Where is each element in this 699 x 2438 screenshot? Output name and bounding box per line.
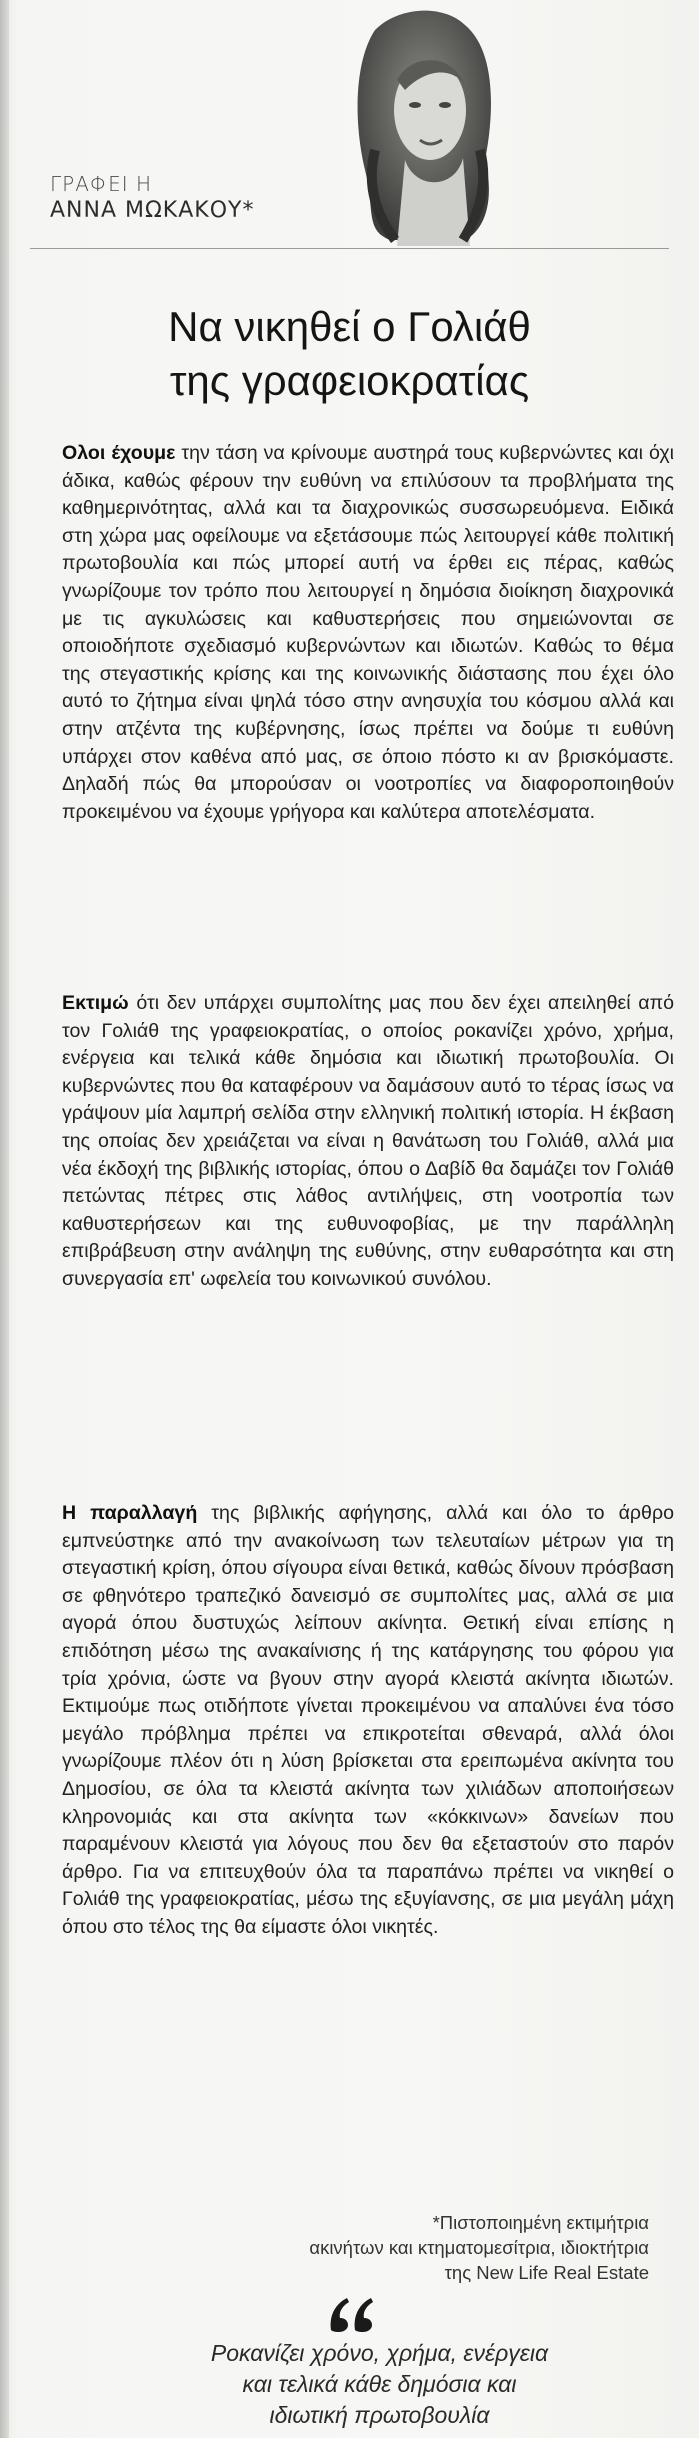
paragraph-2	[62, 990, 674, 1294]
paragraph-1	[62, 440, 674, 826]
paragraph-1-text: την τάση να κρίνουμε αυστηρά τους κυβερνώντες και όχι άδικα, καθώς φέρουν την ευθύνη να επιλύσουν τα προβλήματα της καθημερινότητας, αλλά και τα διαχρονικώς συσσωρευόμενα. Ειδικά στη χώρα μας οφείλουμε να εξετάσουμε πώς λειτουργεί κάθε πολιτική πρωτοβουλία και πώς μπορεί αυτή να έρθει εις πέρας, καθώς γνωρίζουμε τον τρόπο που λειτουργεί η δημόσια διοίκηση διαχρονικά με τις αγκυλώσεις και καθυστερήσεις που σημειώνονται σε οποιοδήποτε σχεδιασμό κυβερνώντων και ιδιωτών. Καθώς το θέμα της στεγαστικής κρίσης και της κοινωνικής διάστασης που έχει όλο αυτό το ζήτημα είναι ψηλά τόσο στην ανησυχία του κόσμου αλλά και στην ατζέντα της κυβέρνησης, ίσως πρέπει να δούμε τι ευθύνη υπάρχει στον καθένα από μας, σε όποιο πόστο κι αν βρισκόμαστε. Δηλαδή πώς θα μπορούσαν οι νοοτροπίες να διαφοροποιηθούν προκειμένου να έχουμε γρήγορα και καλύτερα αποτελέσματα.	[62, 442, 674, 823]
headline-line-2: της γραφειοκρατίας	[169, 357, 530, 404]
pull-quote-line-1: Ροκανίζει χρόνο, χρήμα, ενέργεια	[210, 2340, 549, 2366]
paragraph-2-text: ότι δεν υπάρχει συμπολίτης μας που δεν έχει απειληθεί από τον Γολιάθ της γραφειοκρατίας, ο οποίος ροκανίζει χρόνο, χρήμα, ενέργεια και τελικά κάθε δημόσια και ιδιωτική πρωτοβουλία. Οι κυβερνώντες που θα καταφέρουν να δαμάσουν αυτό το τέρας ίσως να γράψουν μία λαμπρή σελίδα στην ελληνική πολιτική ιστορία. Η έκβαση της οποίας δεν χρειάζεται να είναι η θανάτωση του Γολιάθ, αλλά μια νέα έκδοχή της βιβλικής ιστορίας, όπου ο Δαβίδ θα δαμάζει τον Γολιάθ πετώντας πέτρες στις λάθος αντιλήψεις, στη νοοτροπία των καθυστερήσεων και της ευθυνοφοβίας, με την παράλληλη επιβράβευση στην ανάληψη της ευθύνης, στην ευθαρσότητα και στη συνεργασία επ' ωφελεία του κοινωνικού συνόλου.	[62, 992, 674, 1290]
paragraph-3	[62, 1500, 674, 1942]
column-edge-shadow	[0, 0, 9, 2438]
signature-line-1: *Πιστοποιημένη εκτιμήτρια	[432, 2212, 649, 2233]
byline-divider	[30, 248, 669, 249]
pull-quote-line-2: και τελικά κάθε δημόσια και	[242, 2371, 517, 2397]
author-portrait	[335, 0, 515, 246]
byline-label: ΓΡΑΦΕΙ Η	[50, 172, 153, 196]
quote-icon	[327, 2296, 377, 2332]
article-headline	[40, 300, 659, 408]
signature-line-2: ακινήτων και κτηματομεσίτρια, ιδιοκτήτρια	[309, 2237, 649, 2258]
paragraph-1-lead: Ολοι έχουμε	[62, 442, 176, 464]
paragraph-2-lead: Εκτιμώ	[62, 992, 129, 1014]
signature-line-3: της New Life Real Estate	[444, 2262, 649, 2283]
paragraph-3-lead: Η παραλλαγή	[62, 1502, 198, 1524]
pull-quote	[100, 2338, 659, 2431]
author-signature	[149, 2210, 649, 2285]
headline-line-1: Να νικηθεί ο Γολιάθ	[168, 303, 531, 350]
pull-quote-line-3: ιδιωτική πρωτοβουλία	[269, 2402, 490, 2428]
paragraph-3-text: της βιβλικής αφήγησης, αλλά και όλο το άρθρο εμπνεύστηκε από την ανακοίνωση των τελευταίων μέτρων για τη στεγαστική κρίση, όπου σίγουρα είναι θετικά, καθώς δίνουν πρόσβαση σε φθηνότερο τραπεζικό δανεισμό σε συμπολίτες μας, αλλά σε μια αγορά όπου δυστυχώς λείπουν ακίνητα. Θετική είναι επίσης η επιδότηση μέσω της ανακαίνισης ή της κατάργησης του φόρου για τρία χρόνια, ώστε να βγουν στην αγορά κλειστά ακίνητα ιδιωτών. Εκτιμούμε πως οτιδήποτε γίνεται προκειμένου να απαλύνει ένα τόσο μεγάλο πρόβλημα πρέπει να επικροτείται σθεναρά, αλλά όλοι γνωρίζουμε πλέον ότι η λύση βρίσκεται στα ερειπωμένα ακίνητα του Δημοσίου, σε όλα τα κλειστά ακίνητα των χιλιάδων αποποιήσεων κληρονομιάς και στα ακίνητα των «κόκκινων» δανείων που παραμένουν κλειστά για λόγους που δεν θα εξεταστούν στο παρόν άρθρο. Για να επιτευχθούν όλα τα παραπάνω πρέπει να νικηθεί ο Γολιάθ της γραφειοκρατίας, μέσω της εξυγίανσης, σε μια μεγάλη μάχη όπου στο τέλος της θα είμαστε όλοι νικητές.	[62, 1502, 674, 1938]
author-name: ΑΝΝΑ ΜΩΚΑΚΟΥ*	[50, 198, 255, 223]
